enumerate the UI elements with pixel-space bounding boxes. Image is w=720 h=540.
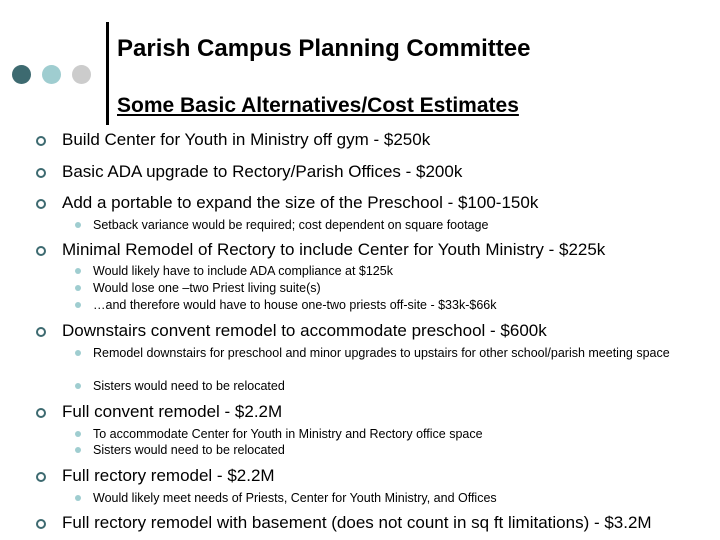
circle-bullet-icon [36,519,46,529]
sub-bullet-text: Would likely have to include ADA compliance at $125k [93,264,393,278]
sub-bullet-item [93,345,673,361]
bullet-item [62,402,282,422]
dot-bullet-icon [75,285,81,291]
slide-subtitle: Some Basic Alternatives/Cost Estimates [117,94,519,117]
bullet-item [62,240,605,260]
bullet-text: Build Center for Youth in Ministry off gym - $250k [62,130,431,149]
sub-bullet-item [93,217,673,233]
dot-bullet-icon [75,431,81,437]
circle-bullet-icon [36,199,46,209]
circle-bullet-icon [36,168,46,178]
bullet-item [62,162,462,182]
circle-bullet-icon [36,246,46,256]
sub-bullet-item [93,378,673,394]
bullet-text: Full rectory remodel - $2.2M [62,466,275,485]
circle-bullet-icon [36,408,46,418]
bullet-text: Basic ADA upgrade to Rectory/Parish Offices - $200k [62,162,463,181]
bullet-text: Downstairs convent remodel to accommodate preschool - $600k [62,321,547,340]
sub-bullet-item [93,442,673,458]
bullet-item [62,466,275,486]
sub-bullet-text: Would likely meet needs of Priests, Center for Youth Ministry, and Offices [93,491,497,505]
sub-bullet-text: Sisters would need to be relocated [93,443,285,457]
dot-bullet-icon [75,268,81,274]
sub-bullet-item [93,490,673,506]
sub-bullet-item [93,426,673,442]
bullet-text: Full convent remodel - $2.2M [62,402,283,421]
sub-bullet-text: …and therefore would have to house one-two priests off-site - $33k-$66k [93,298,497,312]
dot-bullet-icon [75,350,81,356]
bullet-item [62,513,652,533]
sub-bullet-text: To accommodate Center for Youth in Ministry and Rectory office space [93,427,483,441]
dot-bullet-icon [75,495,81,501]
circle-bullet-icon [36,136,46,146]
bullet-item [62,193,538,213]
dot-bullet-icon [75,222,81,228]
sub-bullet-text: Sisters would need to be relocated [93,379,285,393]
sub-bullet-text: Would lose one –two Priest living suite(s) [93,281,321,295]
decor-dot-gray [72,65,91,84]
decor-dot-dark [12,65,31,84]
bullet-text: Add a portable to expand the size of the Preschool - $100-150k [62,193,539,212]
dot-bullet-icon [75,447,81,453]
sub-bullet-item [93,263,673,279]
circle-bullet-icon [36,327,46,337]
bullet-text: Minimal Remodel of Rectory to include Center for Youth Ministry - $225k [62,240,606,259]
bullet-item [62,130,430,150]
slide-title: Parish Campus Planning Committee [117,35,531,62]
dot-bullet-icon [75,302,81,308]
dot-bullet-icon [75,383,81,389]
sub-bullet-text: Remodel downstairs for preschool and minor upgrades to upstairs for other school/parish meeting space [93,346,670,360]
circle-bullet-icon [36,472,46,482]
decor-dot-light [42,65,61,84]
sub-bullet-item [93,297,673,313]
title-divider [106,22,109,125]
bullet-item [62,321,547,341]
sub-bullet-text: Setback variance would be required; cost dependent on square footage [93,218,489,232]
bullet-text: Full rectory remodel with basement (does not count in sq ft limitations) - $3.2M [62,513,652,532]
sub-bullet-item [93,280,673,296]
